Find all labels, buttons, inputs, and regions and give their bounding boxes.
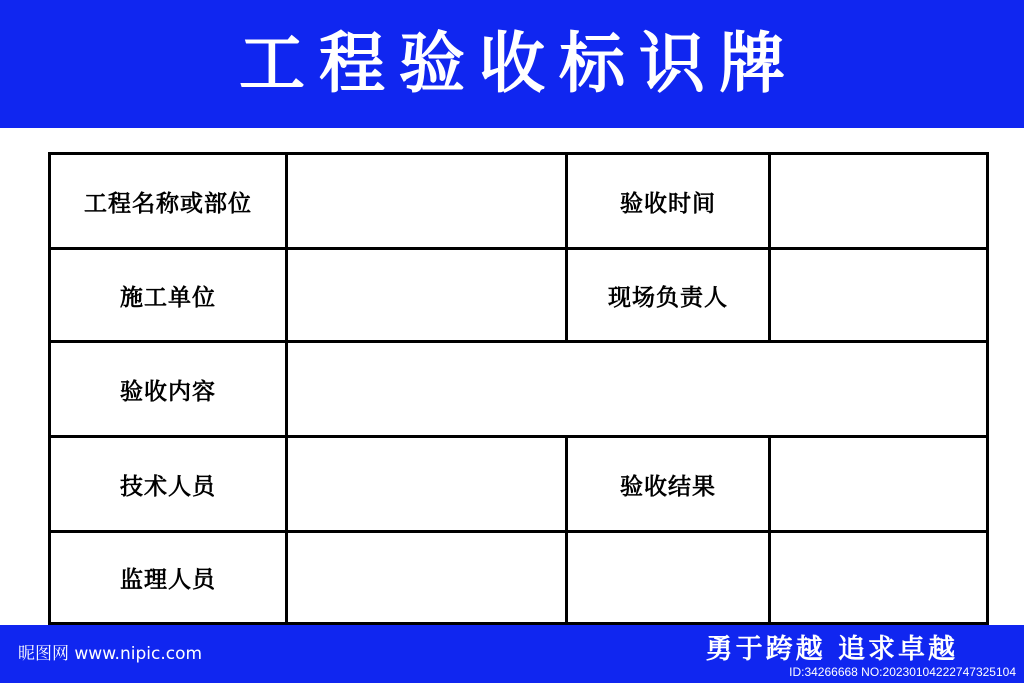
field-value-project-name[interactable] xyxy=(287,154,567,249)
field-value-site-manager[interactable] xyxy=(770,249,988,342)
table-row xyxy=(50,154,988,249)
field-label-acceptance-result: 验收结果 xyxy=(567,437,770,532)
watermark-site xyxy=(18,639,202,664)
table-row xyxy=(50,437,988,532)
acceptance-form xyxy=(48,152,974,607)
table-row xyxy=(50,249,988,342)
field-label-site-manager: 现场负责人 xyxy=(567,249,770,342)
form-table xyxy=(48,152,989,625)
footer-bar xyxy=(0,625,1024,683)
field-value-supervisor-extra-1[interactable] xyxy=(567,532,770,624)
field-label-construction-unit: 施工单位 xyxy=(50,249,287,342)
field-label-acceptance-time: 验收时间 xyxy=(567,154,770,249)
field-label-supervisor: 监理人员 xyxy=(50,532,287,624)
field-value-supervisor-extra-2[interactable] xyxy=(770,532,988,624)
field-value-technician[interactable] xyxy=(287,437,567,532)
field-value-acceptance-content[interactable] xyxy=(287,342,988,437)
field-value-supervisor[interactable] xyxy=(287,532,567,624)
table-row xyxy=(50,342,988,437)
field-label-technician: 技术人员 xyxy=(50,437,287,532)
footer-slogan: 勇于跨越 追求卓越 xyxy=(705,634,958,665)
watermark-site-url: www.nipic.com xyxy=(74,644,203,664)
footer-id-text: ID:34266668 NO:20230104222747325104 xyxy=(789,665,1016,679)
field-value-acceptance-time[interactable] xyxy=(770,154,988,249)
field-value-construction-unit[interactable] xyxy=(287,249,567,342)
field-label-acceptance-content: 验收内容 xyxy=(50,342,287,437)
page-title: 工程验收标识牌 xyxy=(239,25,799,102)
field-value-acceptance-result[interactable] xyxy=(770,437,988,532)
table-row xyxy=(50,532,988,624)
title-banner xyxy=(0,0,1024,128)
watermark-site-name: 昵图网 xyxy=(18,644,69,664)
field-label-project-name: 工程名称或部位 xyxy=(50,154,287,249)
